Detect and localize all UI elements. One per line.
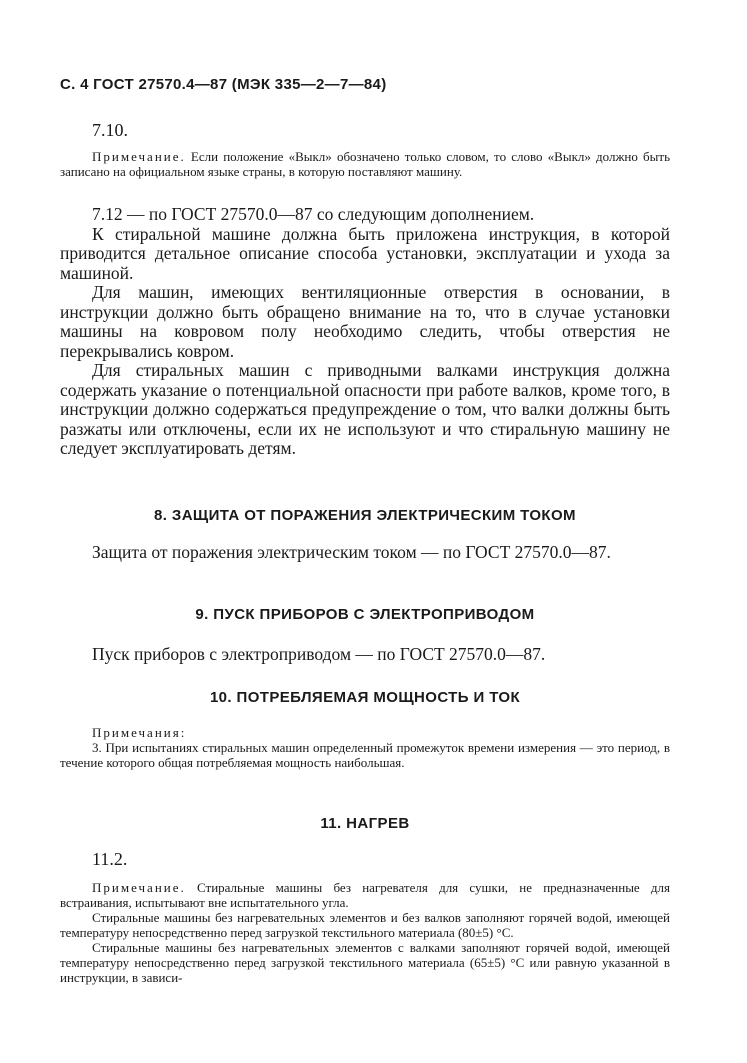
clause-7-12-para-2: Для машин, имеющих вентиляционные отверстия в основании, в инструкции должно быть обращено внимание на то, что в случае установки машины на ковровом полу необходимо следить, чтобы отверстия не перекрывались ковром. <box>60 282 670 361</box>
section-8-text-block <box>60 543 670 563</box>
section-9-text-block <box>60 645 670 665</box>
notes-label: Примечания: <box>92 725 187 740</box>
clause-11-2-note <box>60 880 670 910</box>
clause-11-2-number: 11.2. <box>92 849 128 869</box>
section-11-title: 11. НАГРЕВ <box>320 815 410 832</box>
clause-7-12-para-1: К стиральной машине должна быть приложена инструкция, в которой приводится детальное описание способа установки, эксплуатации и ухода за машиной. <box>60 223 670 283</box>
section-8-title: 8. ЗАЩИТА ОТ ПОРАЖЕНИЯ ЭЛЕКТРИЧЕСКИМ ТОКОМ <box>154 507 576 524</box>
section-11-notes <box>60 880 670 985</box>
section-9-text: Пуск приборов с электроприводом — по ГОСТ 27570.0—87. <box>92 644 546 664</box>
clause-7-10-number: 7.10. <box>92 120 128 140</box>
note-text: Если положение «Выкл» обозначено только словом, то слово «Выкл» должно быть записано на официальном языке страны, в которую поставляют машину. <box>60 149 670 179</box>
clause-7-12-para-3: Для стиральных машин с приводными валками инструкция должна содержать указание о потенциальной опасности при работе валков, кроме того, в инструкции должно содержаться предупреждение о том, что валки должны быть разжаты или отключены, если их не используют и что стиральную машину не следует эксплуатировать детям. <box>60 360 670 458</box>
section-9-title: 9. ПУСК ПРИБОРОВ С ЭЛЕКТРОПРИВОДОМ <box>195 606 535 623</box>
page-header: С. 4 ГОСТ 27570.4—87 (МЭК 335—2—7—84) <box>60 76 387 93</box>
clause-11-2-para-2: Стиральные машины без нагревательных элементов с валками заполняют горячей водой, имеющей температуру непосредственно перед загрузкой текстильного материала (65±5) °С или равную указанной в инструкции, в зависи- <box>60 940 670 985</box>
clause-7-12-intro: 7.12 — по ГОСТ 27570.0—87 со следующим дополнением. <box>92 204 535 224</box>
section-10-title: 10. ПОТРЕБЛЯЕМАЯ МОЩНОСТЬ И ТОК <box>209 689 521 706</box>
clause-7-10-note <box>60 149 670 179</box>
note-text: Стиральные машины без нагревателя для сушки, не предназначенные для встраивания, испытывают вне испытательного угла. <box>60 880 671 910</box>
clause-11-2-para-1: Стиральные машины без нагревательных элементов и без валков заполняют горячей водой, имеющей температуру непосредственно перед загрузкой текстильного материала (80±5) °С. <box>60 910 670 940</box>
section-10-note-3: 3. При испытаниях стиральных машин определенный промежуток времени измерения — это период, в течение которого общая потребляемая мощность наибольшая. <box>60 740 670 770</box>
section-10-notes <box>60 725 670 770</box>
section-8-text: Защита от поражения электрическим током — по ГОСТ 27570.0—87. <box>92 542 611 562</box>
note-label: Примечание. <box>92 149 186 164</box>
note-label: Примечание. <box>92 880 186 895</box>
clause-7-12 <box>60 205 670 459</box>
